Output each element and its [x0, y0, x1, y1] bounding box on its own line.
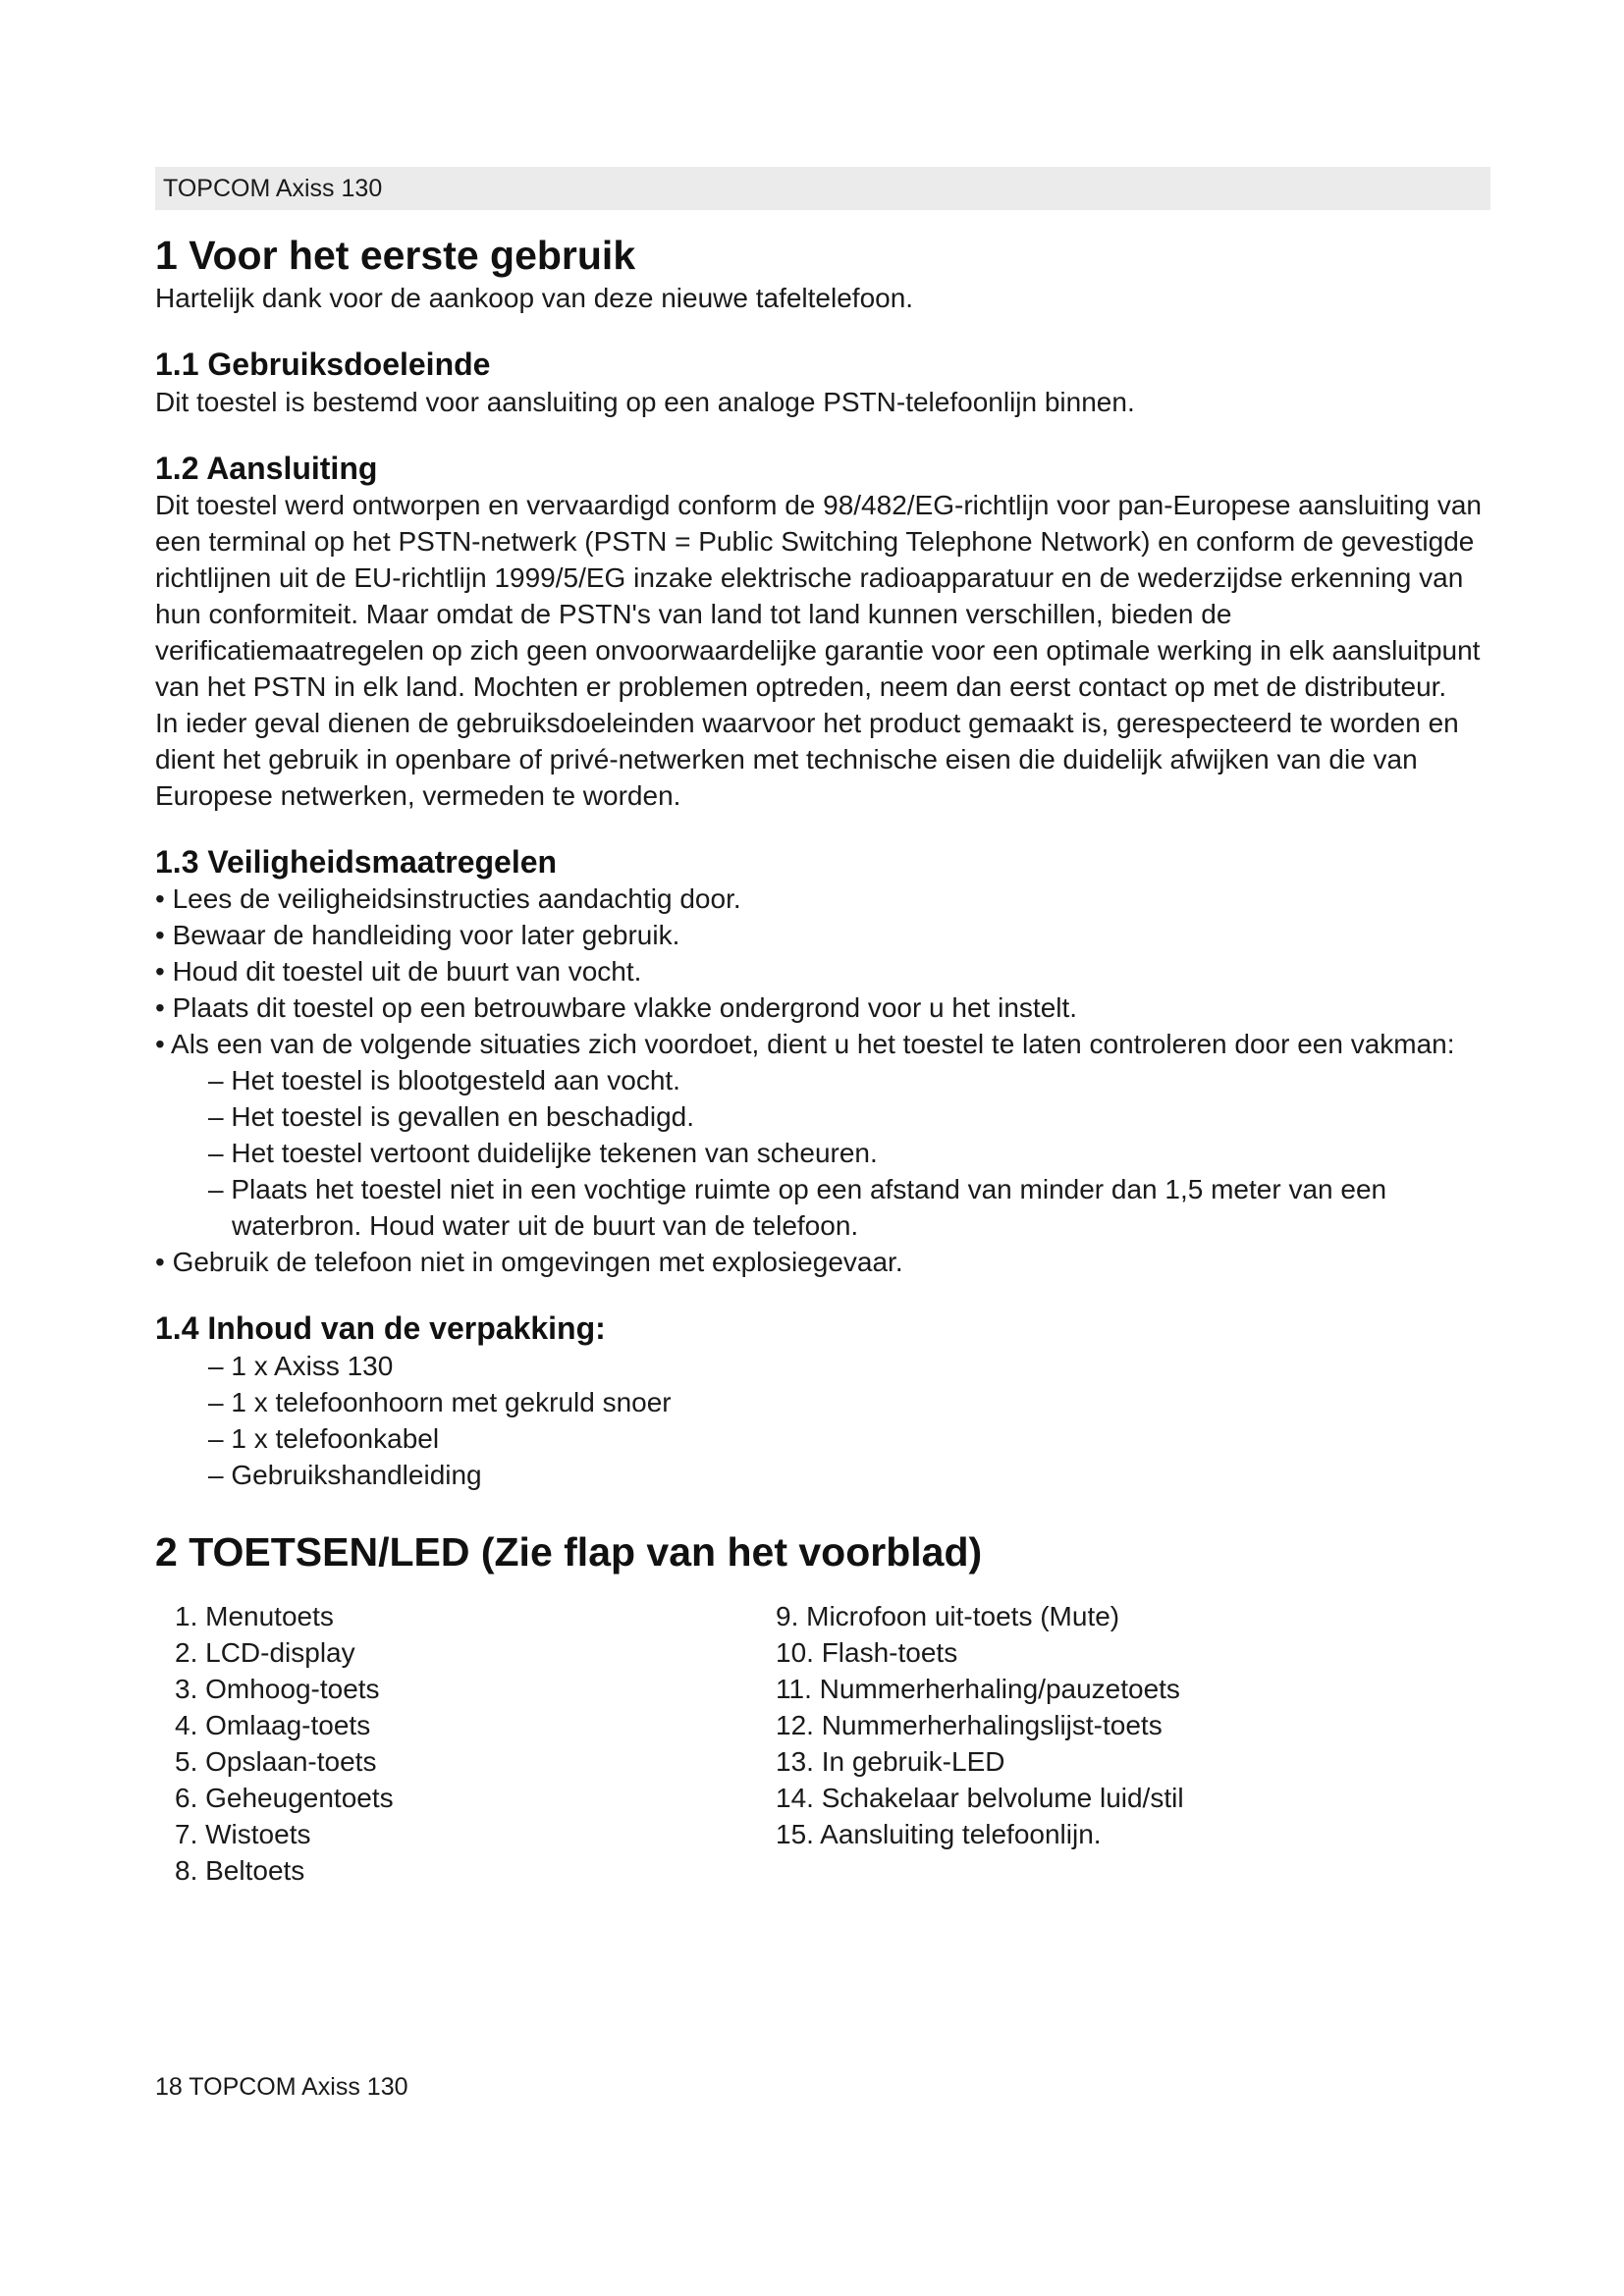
safety-item: • Lees de veiligheidsinstructies aandachtig door.	[155, 883, 741, 915]
page-footer: 18 TOPCOM Axiss 130	[155, 2073, 408, 2101]
section-2-title: 2 TOETSEN/LED (Zie flap van het voorblad)	[155, 1528, 983, 1575]
safety-subitem: – Het toestel is blootgesteld aan vocht.	[208, 1065, 680, 1096]
section-1-intro: Hartelijk dank voor de aankoop van deze nieuwe tafeltelefoon.	[155, 283, 914, 314]
section-1-1-text: Dit toestel is bestemd voor aansluiting op een analoge PSTN-telefoonlijn binnen.	[155, 386, 1135, 417]
key-item: 2. LCD-display	[175, 1636, 355, 1668]
key-item: 11. Nummerherhaling/pauzetoets	[776, 1673, 1180, 1704]
safety-subitem: – Het toestel is gevallen en beschadigd.	[208, 1101, 694, 1133]
package-item: – 1 x telefoonkabel	[208, 1422, 440, 1454]
safety-subitem: – Plaats het toestel niet in een vochtige ruimte op een afstand van minder dan 1,5 meter van een waterbron. Houd water uit de buurt van de telefoon.	[208, 1174, 1387, 1242]
package-item: – 1 x telefoonhoorn met gekruld snoer	[208, 1386, 672, 1417]
key-item: 8. Beltoets	[175, 1854, 305, 1886]
safety-item: • Gebruik de telefoon niet in omgevingen met explosiegevaar.	[155, 1247, 903, 1278]
keys-list	[155, 1598, 1490, 1889]
section-1-2-para-1: Dit toestel werd ontworpen en vervaardigd conform de 98/482/EG-richtlijn voor pan-Europese aansluiting van een terminal op het PSTN-netwerk (PSTN = Public Switching Telephone Network) en conform de gevestigde richtlijnen uit de EU-richtlijn 1999/5/EG inzake elektrische radioapparatuur en de wederzijdse erkenning van hun conformiteit. Maar omdat de PSTN's van land tot land kunnen verschillen, bieden de verificatiemaatregelen op zich geen onvoorwaardelijke garantie voor een optimale werking in elk aansluitpunt van het PSTN in elk land. Mochten er problemen optreden, neem dan eerst contact op met de distributeur.	[155, 489, 1482, 702]
page-content	[155, 167, 1490, 1889]
key-item: 12. Nummerherhalingslijst-toets	[776, 1709, 1163, 1740]
safety-item: • Plaats dit toestel op een betrouwbare vlakke ondergrond voor u het instelt.	[155, 992, 1078, 1024]
key-item: 13. In gebruik-LED	[776, 1745, 1005, 1777]
safety-item: • Houd dit toestel uit de buurt van vocht.	[155, 956, 642, 988]
running-header: TOPCOM Axiss 130	[155, 167, 1490, 210]
key-item: 15. Aansluiting telefoonlijn.	[776, 1818, 1102, 1849]
section-1-title: 1 Voor het eerste gebruik	[155, 233, 636, 278]
key-item: 4. Omlaag-toets	[175, 1709, 371, 1740]
key-item: 3. Omhoog-toets	[175, 1673, 380, 1704]
safety-item: • Als een van de volgende situaties zich voordoet, dient u het toestel te laten controleren door een vakman:	[155, 1029, 1455, 1060]
package-item: – Gebruikshandleiding	[208, 1459, 482, 1490]
section-1-2-title: 1.2 Aansluiting	[155, 450, 378, 486]
safety-item: • Bewaar de handleiding voor later gebruik.	[155, 920, 680, 951]
key-item: 6. Geheugentoets	[175, 1782, 394, 1813]
keys-column-left	[155, 1598, 776, 1889]
section-1-4-title: 1.4 Inhoud van de verpakking:	[155, 1310, 606, 1347]
key-item: 9. Microfoon uit-toets (Mute)	[776, 1600, 1120, 1631]
section-1-1-title: 1.1 Gebruiksdoeleinde	[155, 347, 491, 383]
key-item: 7. Wistoets	[175, 1818, 311, 1849]
package-contents-list	[155, 1348, 1490, 1493]
key-item: 14. Schakelaar belvolume luid/stil	[776, 1782, 1184, 1813]
key-item: 1. Menutoets	[175, 1600, 334, 1631]
section-1-2-para-2: In ieder geval dienen de gebruiksdoeleinden waarvoor het product gemaakt is, gerespecteerd te worden en dient het gebruik in openbare of privé-netwerken met technische eisen die duidelijk afwijken van die van Europese netwerken, vermeden te worden.	[155, 707, 1459, 811]
safety-list	[155, 881, 1490, 1280]
keys-column-right	[776, 1598, 1490, 1889]
section-1-3-title: 1.3 Veiligheidsmaatregelen	[155, 843, 558, 880]
safety-subitem: – Het toestel vertoont duidelijke tekenen van scheuren.	[208, 1138, 878, 1169]
key-item: 5. Opslaan-toets	[175, 1745, 377, 1777]
package-item: – 1 x Axiss 130	[208, 1350, 394, 1381]
key-item: 10. Flash-toets	[776, 1636, 958, 1668]
